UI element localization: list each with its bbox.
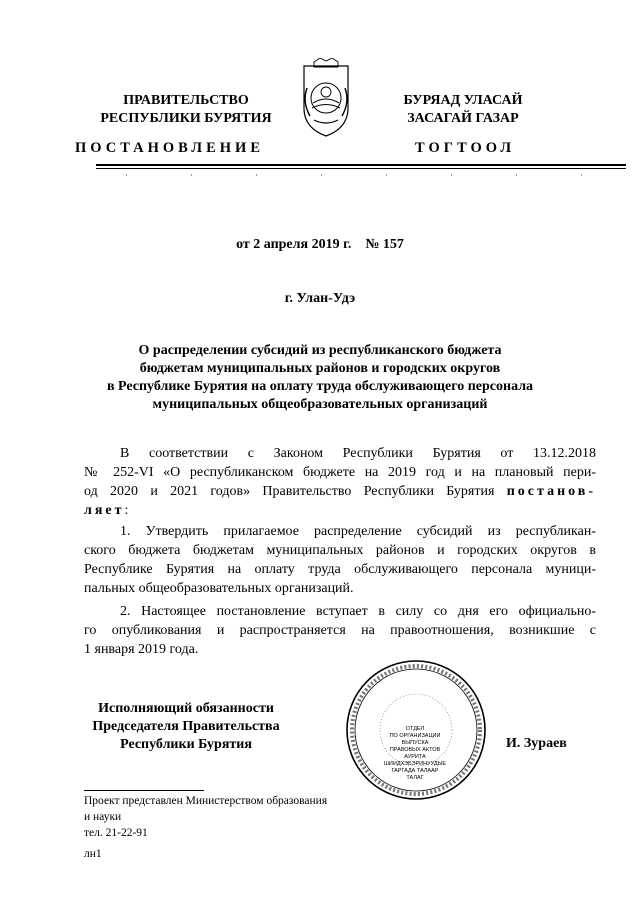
paragraph-line <box>84 522 596 541</box>
paragraph-line <box>84 541 596 560</box>
doc-type-russian: ПОСТАНОВЛЕНИЕ <box>75 140 265 156</box>
text: ского бюджета бюджетам муниципальных районов и городских округов в <box>84 543 596 558</box>
title-line: О распределении субсидий из республиканского бюджета <box>138 343 502 358</box>
position-line: Председателя Правительства <box>92 719 280 734</box>
footer-rule <box>84 790 204 791</box>
seal-line: АУРИТА <box>404 754 426 760</box>
document-date: от 2 апреля 2019 г. <box>236 237 352 252</box>
org-name-line: БУРЯАД УЛАСАЙ <box>403 93 523 108</box>
position-line: Республики Бурятия <box>120 737 252 752</box>
header-tick-row <box>96 172 626 176</box>
resolves-word: ляет <box>84 503 125 518</box>
paragraph-line <box>84 621 596 640</box>
footer-note <box>84 793 327 841</box>
paragraph-item-1 <box>84 522 596 598</box>
seal-line: ГАРГАДА ТАЛААР <box>391 768 439 774</box>
org-name-line: ЗАСАГАЙ ГАЗАР <box>407 111 519 126</box>
org-name-buryat <box>378 92 548 128</box>
document-title <box>0 342 640 414</box>
seal-line: ПО ОРГАНИЗАЦИИ <box>389 733 441 739</box>
text: го опубликования и распространяется на правоотношения, возникшие с <box>84 623 596 638</box>
footer-phone: тел. 21-22-91 <box>84 827 148 839</box>
header-rule-thin <box>96 168 626 169</box>
seal-line: ТАЛАГ <box>406 775 424 781</box>
text: Республике Бурятия на оплату труда обслуживающего персонала муници- <box>84 562 596 577</box>
footer-line: и науки <box>84 811 122 823</box>
doc-type-buryat: ТОГТООЛ <box>415 140 516 156</box>
text: В соответствии с Законом Республики Бурятия от 13.12.2018 <box>120 446 596 461</box>
paragraph-line <box>84 444 596 463</box>
paragraph-line <box>84 463 596 482</box>
document-number: № 157 <box>365 237 404 252</box>
header-rule <box>96 164 626 166</box>
paragraph-line <box>84 579 596 598</box>
footer-line: Проект представлен Министерством образования <box>84 795 328 807</box>
paragraph-line <box>84 640 596 659</box>
title-line: муниципальных общеобразовательных организаций <box>152 397 488 412</box>
org-name-line: ПРАВИТЕЛЬСТВО <box>123 93 249 108</box>
seal-line: ШИИДХЭБЭРИНУУДЫЕ <box>383 761 447 767</box>
text: 2. Настоящее постановление вступает в силу со дня его официально- <box>120 604 596 619</box>
text: 1. Утвердить прилагаемое распределение субсидий из республикан- <box>120 524 596 539</box>
paragraph-line <box>84 501 596 520</box>
seal-line: ПРАВОВЫХ АКТОВ <box>389 747 441 753</box>
position-line: Исполняющий обязанности <box>98 701 274 716</box>
paragraph-line <box>84 560 596 579</box>
title-line: в Республике Бурятия на оплату труда обслуживающего персонала <box>106 379 534 394</box>
paragraph-preamble <box>84 444 596 520</box>
date-number-line <box>0 236 640 254</box>
republic-emblem-icon <box>298 58 354 138</box>
title-line: бюджетам муниципальных районов и городских округов <box>139 361 501 376</box>
seal-inscription <box>380 726 450 782</box>
resolves-word: постанов- <box>506 484 597 499</box>
seal-line: ОТДЕЛ <box>405 726 425 732</box>
org-name-line: РЕСПУБЛИКИ БУРЯТИЯ <box>100 111 272 126</box>
text: од 2020 и 2021 годов» Правительство Республики Бурятия <box>84 484 495 499</box>
org-name-russian <box>86 92 286 128</box>
paragraph-line <box>84 482 596 501</box>
text: : <box>124 503 129 518</box>
seal-line: ВЫПУСКА <box>401 740 429 746</box>
paragraph-item-2 <box>84 602 596 659</box>
paragraph-line <box>84 602 596 621</box>
text: пальных общеобразовательных организаций. <box>84 581 354 596</box>
document-city: г. Улан-Удэ <box>284 291 356 306</box>
signatory-name: И. Зураев <box>506 736 567 751</box>
footer-code: лн1 <box>84 848 102 860</box>
text: № 252-VI «О республиканском бюджете на 2019 год и на плановый пери- <box>84 465 596 480</box>
signatory-position <box>76 700 296 754</box>
text: 1 января 2019 года. <box>84 642 199 657</box>
